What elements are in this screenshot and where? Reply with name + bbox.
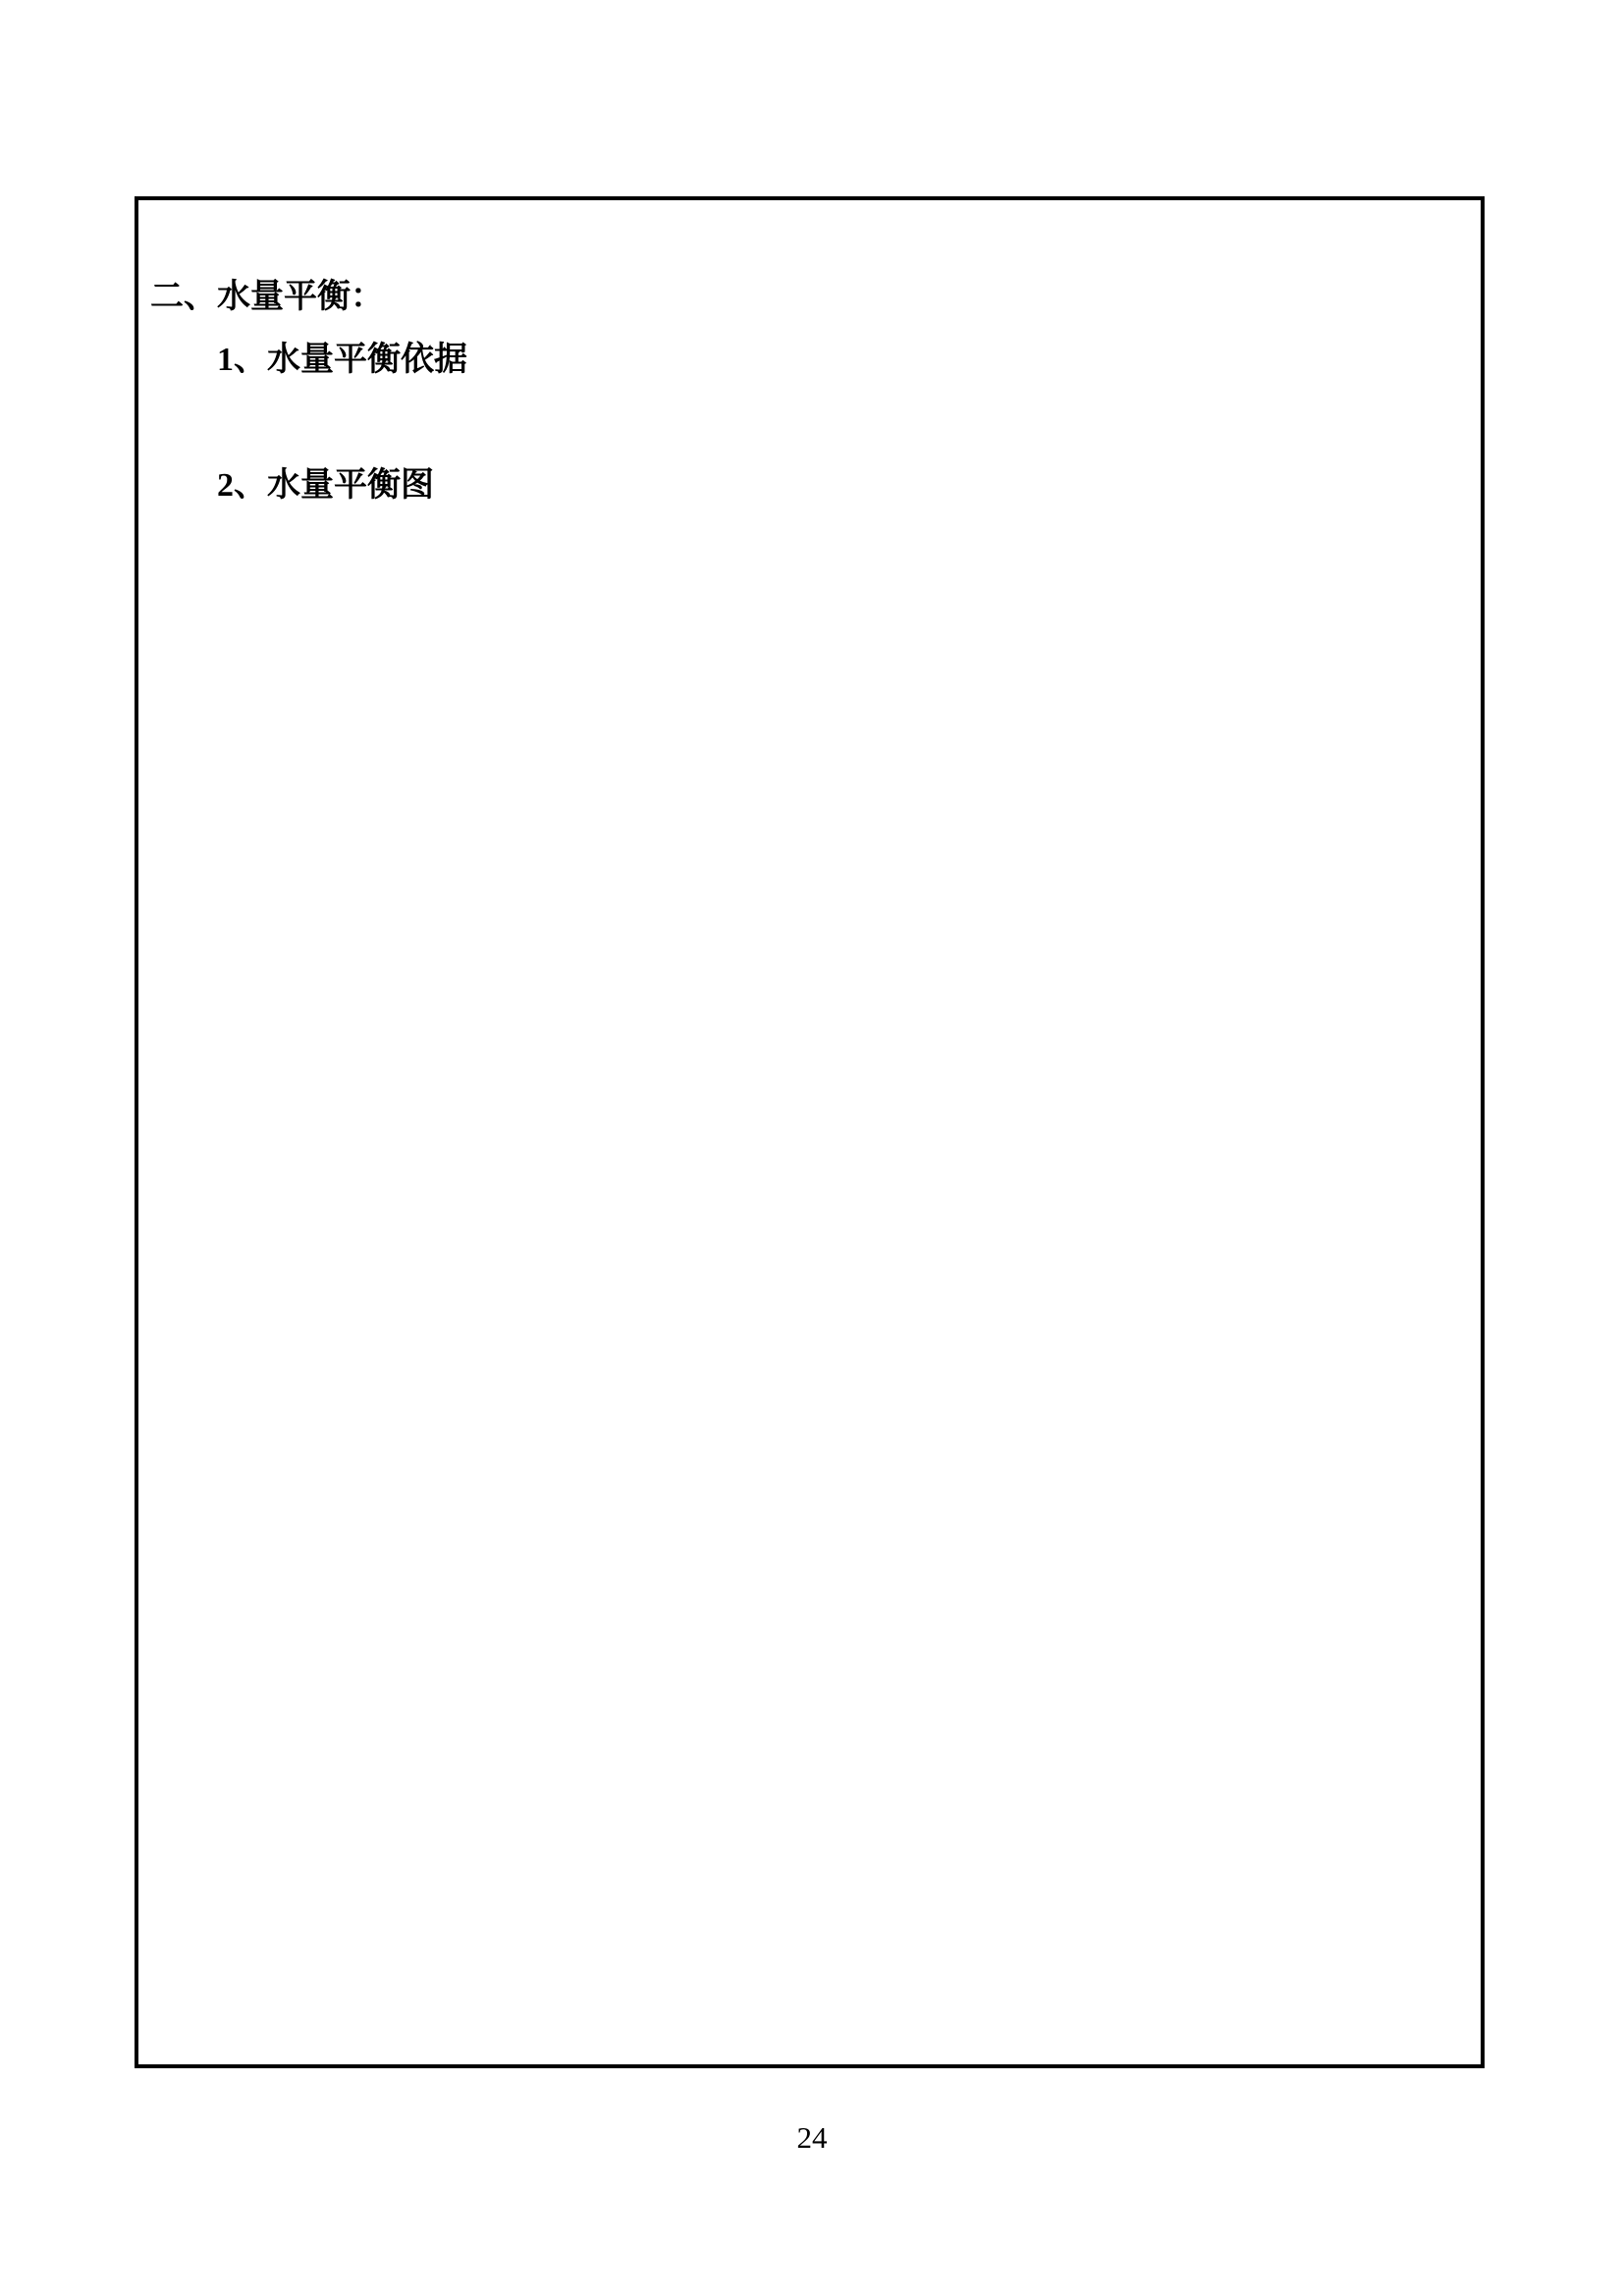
heading-water-balance-basis: 1、水量平衡依据: [217, 342, 467, 378]
content-border-box: [135, 196, 1485, 2068]
blank-line: [150, 203, 1471, 266]
heading-water-balance-diagram: 2、水量平衡图: [217, 467, 434, 504]
heading-water-balance: 二、水量平衡：: [150, 279, 384, 315]
document-content: [138, 200, 1481, 517]
page-number: 24: [796, 2120, 828, 2155]
blank-line: [150, 392, 1471, 454]
